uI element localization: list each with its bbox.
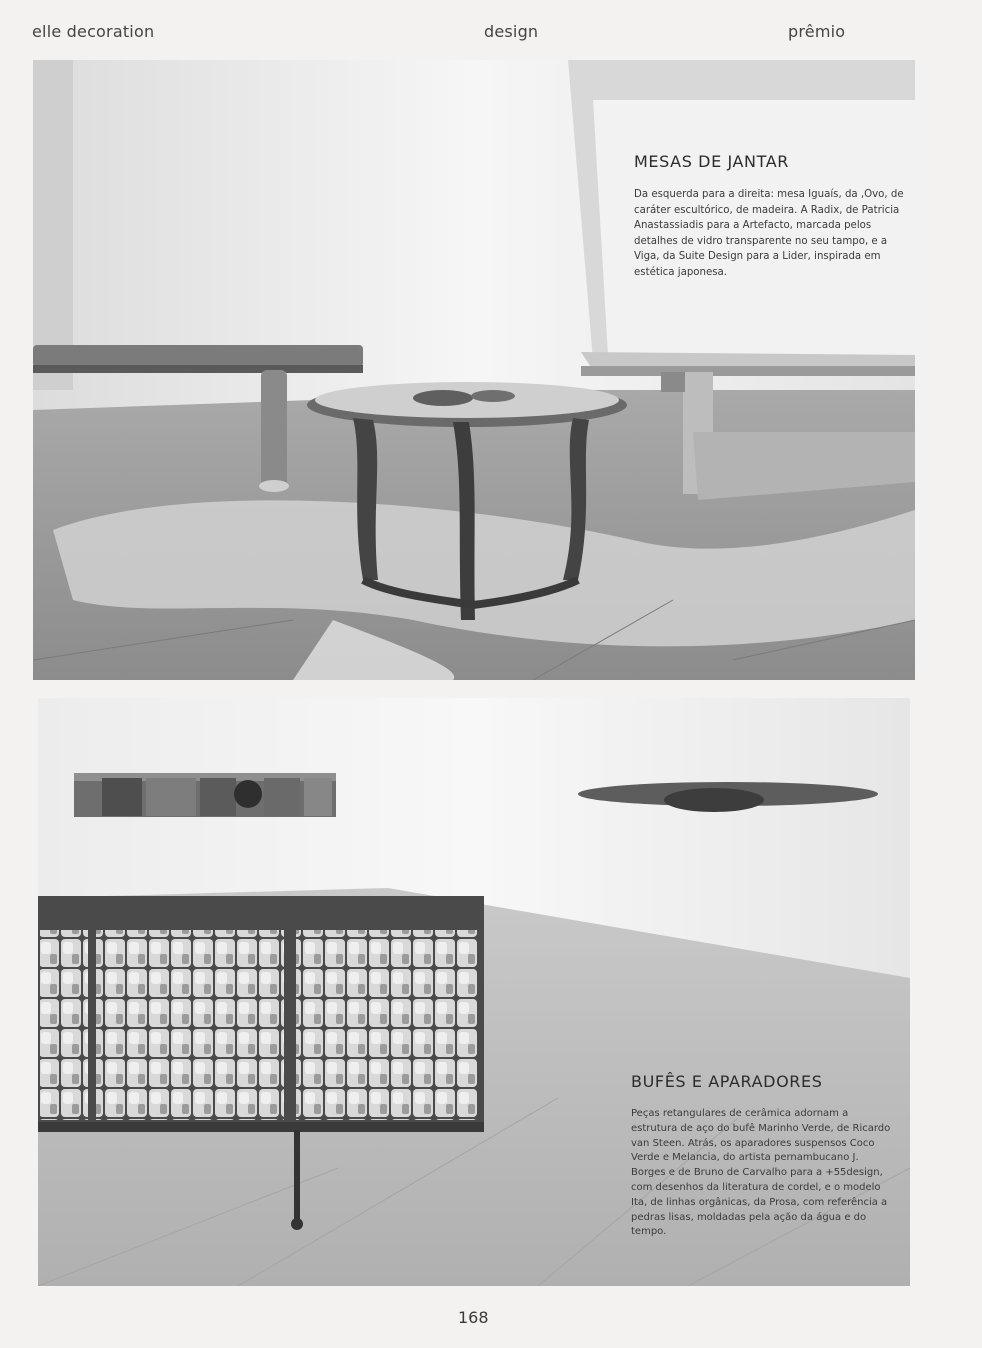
category-name: prêmio [788, 22, 846, 41]
sideboards-text: Peças retangulares de cerâmica adornam a estrutura de aço do bufê Marinho Verde, de Ricardo van Steen. Atrás, os aparadores suspensos Coco Verde e Melancia, do artista pernambucano J. Borges e de Bruno de Carvalho para a +55design, com desenhos da literatura de cordel, e o modelo Ita, de linhas orgânicas, da Prosa, com referência a pedras lisas, moldadas pela ação da água e do tempo. [631, 1108, 891, 1238]
sideboards-caption [631, 1072, 891, 1240]
page-number: 168 [458, 1308, 489, 1327]
sideboards-title: BUFÊS E APARADORES [631, 1072, 823, 1091]
section-name: design [484, 22, 539, 41]
magazine-name: elle decoration [32, 22, 155, 41]
dining-tables-caption [634, 152, 904, 280]
dining-tables-title: MESAS DE JANTAR [634, 152, 790, 171]
dining-tables-text: Da esquerda para a direita: mesa Iguaís, da ,Ovo, de caráter escultórico, de madeira. A Radix, de Patricia Anastassiadis para a Artefacto, marcada pelos detalhes de vidro transparente no seu tampo, e a Viga, da Suite Design para a Lider, inspirada em estética japonesa. [634, 189, 904, 278]
